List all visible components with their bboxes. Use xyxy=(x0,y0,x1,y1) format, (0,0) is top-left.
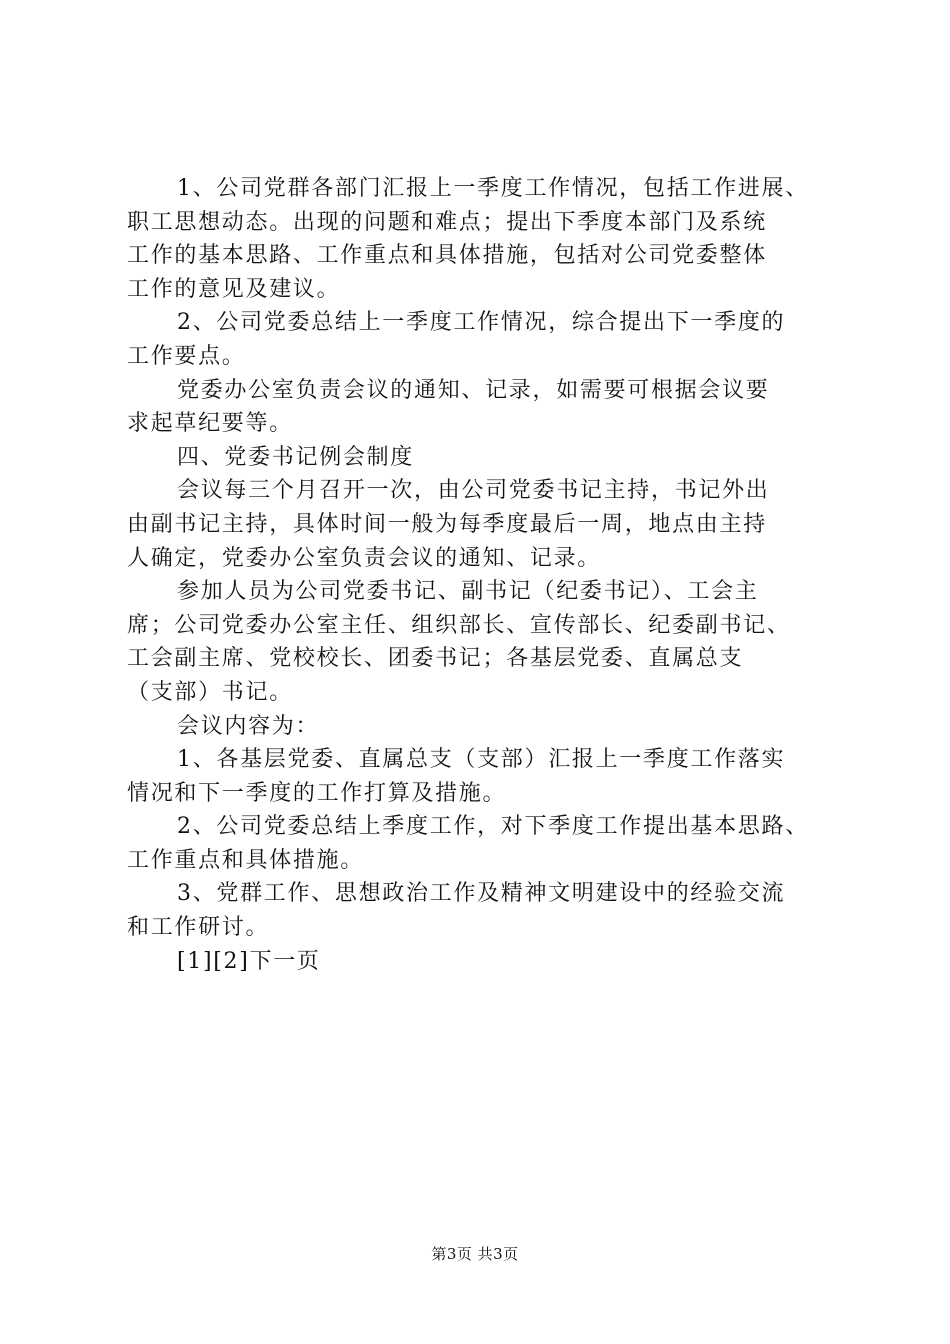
text-line: 工作重点和具体措施。 xyxy=(127,847,365,873)
text-line: 情况和下一季度的工作打算及措施。 xyxy=(127,780,507,806)
text-line: （支部）书记。 xyxy=(127,679,293,705)
text-line: 工作的意见及建议。 xyxy=(127,276,341,302)
text-line: 由副书记主持，具体时间一般为每季度最后一周，地点由主持 xyxy=(127,511,767,537)
text-line: 1、各基层党委、直属总支（支部）汇报上一季度工作落实 xyxy=(177,747,786,773)
text-line: 2、公司党委总结上一季度工作情况，综合提出下一季度的 xyxy=(177,310,786,336)
text-line: 党委办公室负责会议的通知、记录，如需要可根据会议要 xyxy=(177,377,770,403)
text-line: 席；公司党委办公室主任、组织部长、宣传部长、纪委副书记、 xyxy=(127,612,791,638)
text-line: 工作的基本思路、工作重点和具体措施，包括对公司党委整体 xyxy=(127,243,767,269)
text-line: 四、党委书记例会制度 xyxy=(177,444,415,470)
text-line: 和工作研讨。 xyxy=(127,915,270,941)
text-line: 工会副主席、党校校长、团委书记；各基层党委、直属总支 xyxy=(127,646,744,672)
text-line: 参加人员为公司党委书记、副书记（纪委书记）、工会主 xyxy=(177,579,759,605)
page-footer: 第3页 共3页 xyxy=(431,1245,519,1263)
text-line: 人确定，党委办公室负责会议的通知、记录。 xyxy=(127,545,602,571)
text-line: 工作要点。 xyxy=(127,343,246,369)
document-body xyxy=(127,172,842,978)
pagination-links[interactable]: [1][2]下一页 xyxy=(177,948,321,974)
text-line: 会议每三个月召开一次，由公司党委书记主持，书记外出 xyxy=(177,478,770,504)
text-line: 会议内容为： xyxy=(177,713,320,739)
text-line: 职工思想动态。出现的问题和难点；提出下季度本部门及系统 xyxy=(127,209,767,235)
text-line: 3、党群工作、思想政治工作及精神文明建设中的经验交流 xyxy=(177,881,786,907)
text-line: 1、公司党群各部门汇报上一季度工作情况，包括工作进展、 xyxy=(177,176,809,201)
text-line: 2、公司党委总结上季度工作，对下季度工作提出基本思路、 xyxy=(177,814,809,840)
text-line: 求起草纪要等。 xyxy=(127,411,293,437)
